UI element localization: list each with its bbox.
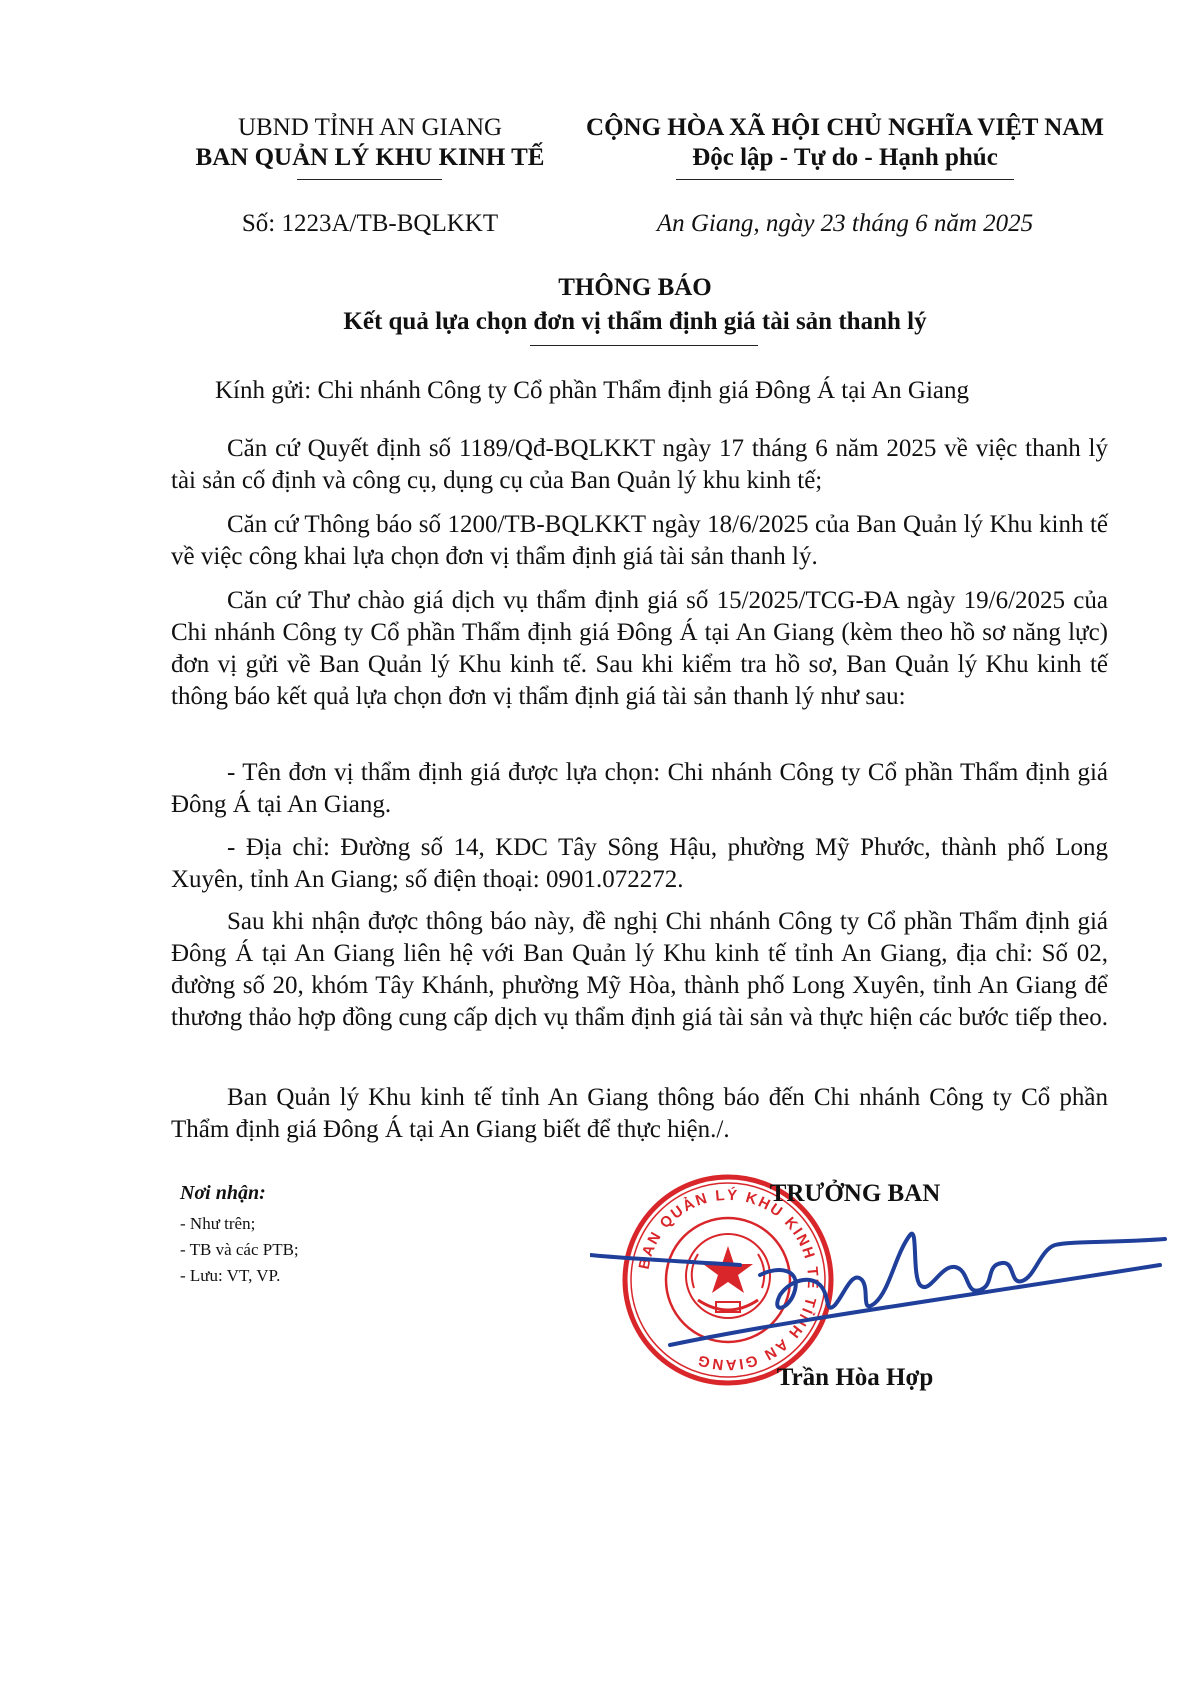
issuer-department: BAN QUẢN LÝ KHU KINH TẾ — [195, 144, 545, 171]
document-number: Số: 1223A/TB-BQLKKT — [241, 210, 499, 237]
title-underline — [530, 345, 758, 346]
signer-position: TRƯỞNG BAN — [769, 1180, 941, 1207]
place-date: An Giang, ngày 23 tháng 6 năm 2025 — [656, 210, 1034, 237]
recipients-heading: Nơi nhận: — [180, 1182, 266, 1204]
issuer-underline — [297, 179, 442, 180]
paragraph-legal-basis-3: Căn cứ Thư chào giá dịch vụ thẩm định giá số 15/2025/TCG-ĐA ngày 19/6/2025 của Chi nhánh Công ty Cổ phần Thẩm định giá Đông Á tại An Giang (kèm theo hồ sơ năng lực) đơn vị gửi về Ban Quản lý Khu kinh tế. Sau khi kiểm tra hồ sơ, Ban Quản lý Khu kinh tế thông báo kết quả lựa chọn đơn vị thẩm định giá tài sản thanh lý như sau: — [171, 587, 1108, 710]
issuer-agency: UBND TỈNH AN GIANG — [237, 114, 503, 141]
signer-name: Trần Hòa Hợp — [776, 1364, 934, 1391]
paragraph-selected-unit: - Tên đơn vị thẩm định giá được lựa chọn: Chi nhánh Công ty Cổ phần Thẩm định giá Đông Á tại An Giang. — [171, 759, 1108, 818]
paragraph-closing: Ban Quản lý Khu kinh tế tỉnh An Giang thông báo đến Chi nhánh Công ty Cổ phần Thẩm định giá Đông Á tại An Giang biết để thực hiện./. — [171, 1084, 1108, 1143]
addressee-line: Kính gửi: Chi nhánh Công ty Cổ phần Thẩm định giá Đông Á tại An Giang — [215, 377, 970, 404]
national-title: CỘNG HÒA XÃ HỘI CHỦ NGHĨA VIỆT NAM — [586, 114, 1104, 141]
document-title: THÔNG BÁO — [558, 274, 712, 301]
recipient-item: - Lưu: VT, VP. — [180, 1266, 281, 1285]
paragraph-legal-basis-1: Căn cứ Quyết định số 1189/Qđ-BQLKKT ngày 17 tháng 6 năm 2025 về việc thanh lý tài sản cố định và công cụ, dụng cụ của Ban Quản lý khu kinh tế; — [171, 435, 1108, 494]
national-motto: Độc lập - Tự do - Hạnh phúc — [692, 144, 998, 171]
paragraph-legal-basis-2: Căn cứ Thông báo số 1200/TB-BQLKKT ngày 18/6/2025 của Ban Quản lý Khu kinh tế về việc công khai lựa chọn đơn vị thẩm định giá tài sản thanh lý. — [171, 511, 1108, 570]
document-subtitle: Kết quả lựa chọn đơn vị thẩm định giá tài sản thanh lý — [343, 308, 927, 335]
recipient-item: - TB và các PTB; — [180, 1240, 299, 1259]
motto-underline — [676, 179, 1014, 180]
recipient-item: - Như trên; — [180, 1214, 256, 1233]
paragraph-address: - Địa chỉ: Đường số 14, KDC Tây Sông Hậu, phường Mỹ Phước, thành phố Long Xuyên, tỉnh An Giang; số điện thoại: 0901.072272. — [171, 834, 1108, 893]
handwritten-signature — [590, 1195, 1170, 1385]
svg-text:BAN QUẢN LÝ KHU KINH TẾ TỈNH A: BAN QUẢN LÝ KHU KINH TẾ TỈNH AN GIANG — [635, 1186, 822, 1374]
paragraph-request: Sau khi nhận được thông báo này, đề nghị Chi nhánh Công ty Cổ phần Thẩm định giá Đông Á tại An Giang liên hệ với Ban Quản lý Khu kinh tế tỉnh An Giang, địa chỉ: Số 02, đường số 20, khóm Tây Khánh, phường Mỹ Hòa, thành phố Long Xuyên, tỉnh An Giang để thương thảo hợp đồng cung cấp dịch vụ thẩm định giá tài sản và thực hiện các bước tiếp theo. — [171, 908, 1109, 1031]
